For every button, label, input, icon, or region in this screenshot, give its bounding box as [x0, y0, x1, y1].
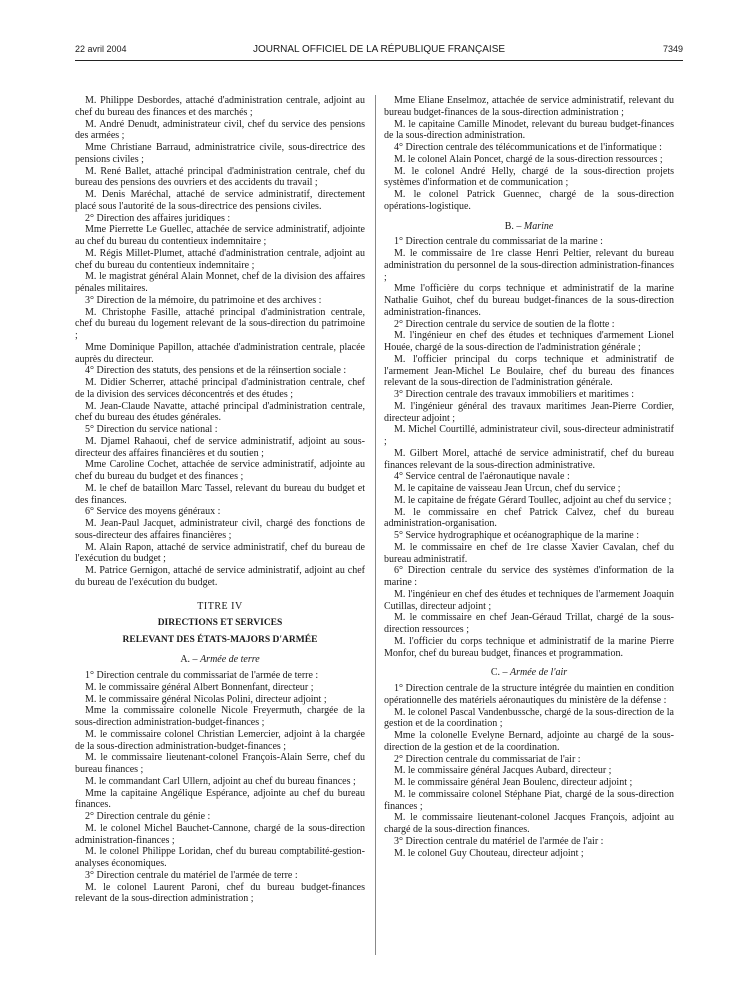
paragraph: Mme Eliane Enselmoz, attachée de service administratif, relevant du bureau budget-finances de la sous-direction administration ; [384, 95, 674, 118]
paragraph: M. le commissaire lieutenant-colonel Jacques François, adjoint au chargé de la sous-direction finances. [384, 812, 674, 835]
paragraph: 4° Direction des statuts, des pensions et de la réinsertion sociale : [85, 365, 347, 377]
section-heading: RELEVANT DES ÉTATS-MAJORS D'ARMÉE [122, 635, 318, 646]
paragraph: 2° Direction centrale du génie : [85, 811, 211, 822]
paragraph: Mme Dominique Papillon, attachée d'administration centrale, placée auprès du directeur. [75, 341, 365, 365]
paragraph: Mme Caroline Cochet, attachée de service administratif, adjointe au chef du bureau du budget et des finances ; [75, 459, 365, 482]
paragraph: 2° Direction centrale du service de soutien de la flotte : [394, 318, 615, 330]
paragraph: M. Jean-Claude Navatte, attaché principal d'administration centrale, chef du bureau des études générales. [75, 400, 365, 424]
paragraph: 1° Direction centrale de la structure intégrée du maintien en condition opérationnelle des matériels aéronautiques du ministère de la défense : [384, 683, 674, 706]
paragraph: M. André Denudt, administrateur civil, chef du service des pensions des armées ; [75, 118, 365, 142]
paragraph: M. le commissaire général Jacques Aubard, directeur ; [394, 765, 612, 777]
paragraph: 3° Direction de la mémoire, du patrimoine et des archives : [85, 294, 322, 306]
paragraph: M. le commissaire général Nicolas Polini, directeur adjoint ; [85, 693, 327, 705]
paragraph: M. le capitaine de vaisseau Jean Urcun, chef du service ; [394, 483, 621, 494]
header-rule [75, 60, 683, 61]
subsection-name: Armée de l'air [510, 667, 568, 679]
paragraph: M. le colonel Michel Bauchet-Cannone, chargé de la sous-direction administration-finances ; [75, 822, 365, 846]
paragraph: M. l'ingénieur en chef des études et techniques de l'armement Joaquin Cutillas, directeur adjoint ; [384, 588, 674, 612]
paragraph: M. l'officier du corps technique et administratif de la marine Pierre Monfor, chef du bureau budget, finances et programmation. [384, 635, 674, 659]
paragraph: M. le capitaine de frégate Gérard Toullec, adjoint au chef du service ; [394, 494, 672, 506]
paragraph: 1° Direction centrale du commissariat de l'armée de terre : [85, 670, 319, 681]
page-header [75, 44, 683, 58]
paragraph: M. le colonel Patrick Guennec, chargé de la sous-direction opérations-logistique. [384, 189, 674, 212]
header-date: 22 avril 2004 [75, 44, 127, 54]
paragraph: M. le chef de bataillon Marc Tassel, relevant du bureau du budget et des finances. [75, 482, 365, 506]
paragraph: Mme la colonelle Evelyne Bernard, adjointe au chargé de la sous-direction de la gestion et de la coordination. [384, 730, 674, 753]
paragraph: M. le commissaire lieutenant-colonel François-Alain Serre, chef du bureau finances ; [75, 752, 365, 775]
paragraph: M. le commissaire de 1re classe Henri Peltier, relevant du bureau administration du personnel de la sous-direction administration-finances ; [384, 248, 674, 283]
paragraph: M. le commissaire colonel Christian Lemercier, adjoint à la chargée de la sous-direction administration-budget-finances ; [75, 728, 365, 752]
paragraph: M. le commandant Carl Ullern, adjoint au chef du bureau finances ; [85, 775, 356, 787]
paragraph: M. le magistrat général Alain Monnet, chef de la division des affaires pénales militaires. [75, 271, 365, 294]
paragraph: 2° Direction centrale du commissariat de l'air : [394, 753, 581, 765]
title-heading: TITRE IV [197, 600, 243, 612]
paragraph: Mme la commissaire colonelle Nicole Freyermuth, chargée de la sous-direction administration-budget-finances ; [75, 705, 365, 728]
paragraph: M. Jean-Paul Jacquet, administrateur civil, chargé des fonctions de sous-directeur des affaires financières ; [75, 518, 365, 541]
paragraph: 4° Service central de l'aéronautique navale : [394, 471, 570, 483]
paragraph: M. Michel Courtillé, administrateur civil, sous-directeur administratif ; [384, 424, 674, 447]
paragraph: M. le commissaire en chef Jean-Géraud Trillat, chargé de la sous-direction ressources ; [384, 612, 674, 635]
page-number: 7349 [662, 44, 683, 54]
paragraph: M. l'officier principal du corps technique et administratif de l'armement Jean-Michel Le Boulaire, chef du bureau des finances relevant de la sous-direction de l'administration générale. [384, 353, 674, 389]
paragraph: 6° Direction centrale du service des systèmes d'information de la marine : [384, 565, 674, 588]
paragraph: Mme la capitaine Angélique Espérance, adjointe au chef du bureau finances. [75, 787, 365, 811]
subsection-heading [75, 654, 365, 666]
paragraph: M. le colonel Alain Poncet, chargé de la sous-direction ressources ; [394, 153, 663, 165]
paragraph: 5° Service hydrographique et océanographique de la marine : [394, 530, 640, 541]
paragraph: M. le colonel André Helly, chargé de la sous-direction projets systèmes d'information et de communication ; [384, 165, 674, 189]
paragraph: M. Djamel Rahaoui, chef de service administratif, adjoint au sous-directeur des affaires financières et du soutien ; [75, 435, 365, 459]
paragraph: M. Gilbert Morel, attaché de service administratif, chef du bureau finances relevant de la sous-direction administrative. [384, 447, 674, 471]
paragraph: M. le colonel Guy Chouteau, directeur adjoint ; [394, 847, 584, 859]
paragraph: M. le colonel Laurent Paroni, chef du bureau budget-finances relevant de la sous-direction administration ; [75, 881, 365, 905]
paragraph: M. le commissaire en chef de 1re classe Xavier Cavalan, chef du bureau administratif. [384, 541, 674, 565]
paragraph: M. le colonel Philippe Loridan, chef du bureau comptabilité-gestion-analyses économiques. [75, 846, 365, 869]
paragraph: 3° Direction centrale du matériel de l'armée de terre : [85, 869, 298, 881]
paragraph: 3° Direction centrale des travaux immobiliers et maritimes : [394, 389, 635, 400]
paragraph: M. Philippe Desbordes, attaché d'administration centrale, adjoint au chef du bureau des finances et des marchés ; [75, 95, 365, 118]
paragraph: 5° Direction du service national : [85, 424, 218, 435]
paragraph: 4° Direction centrale des télécommunications et de l'informatique : [394, 142, 662, 153]
paragraph: 1° Direction centrale du commissariat de la marine : [394, 236, 603, 248]
subsection-name: Marine [523, 220, 554, 232]
paragraph: Mme Christiane Barraud, administratrice civile, sous-directrice des pensions civiles ; [75, 142, 365, 165]
subsection-letter: A. – [180, 654, 201, 666]
paragraph: M. Denis Maréchal, attaché de service administratif, directement placé sous l'autorité de la sous-directrice des pensions civiles. [75, 189, 365, 212]
paragraph: M. l'ingénieur en chef des études et techniques d'armement Lionel Houée, chargé de la sous-direction de l'administration générale ; [384, 330, 674, 353]
paragraph: M. le colonel Pascal Vandenbussche, chargé de la sous-direction de la gestion et de la coordination ; [384, 706, 674, 730]
paragraph: M. le commissaire général Jean Boulenc, directeur adjoint ; [394, 777, 633, 788]
paragraph: M. le commissaire en chef Patrick Calvez, chef du bureau administration-organisation. [384, 506, 674, 530]
paragraph: M. le commissaire général Albert Bonnenfant, directeur ; [85, 681, 314, 693]
subsection-name: Armée de terre [200, 654, 260, 666]
subsection-heading [384, 221, 674, 233]
subsection-letter: C. – [490, 667, 511, 679]
section-heading: DIRECTIONS ET SERVICES [157, 618, 283, 629]
paragraph: 6° Service des moyens généraux : [85, 506, 221, 518]
paragraph: 2° Direction des affaires juridiques : [85, 212, 231, 224]
paragraph: Mme l'officière du corps technique et administratif de la marine Nathalie Guihot, chef du bureau budget-finances de la sous-direction administration-finances. [384, 283, 674, 318]
column-divider [375, 95, 376, 955]
subsection-letter: B. – [504, 220, 524, 232]
paragraph: M. René Ballet, attaché principal d'administration centrale, chef du bureau des pensions des ouvriers et des accidents du travail ; [75, 165, 365, 189]
paragraph: M. Alain Rapon, attaché de service administratif, chef du bureau de l'exécution du budget ; [75, 541, 365, 565]
right-column [384, 95, 674, 859]
subsection-heading [384, 667, 674, 679]
journal-title: JOURNAL OFFICIEL DE LA RÉPUBLIQUE FRANÇAISE [252, 44, 506, 55]
paragraph: M. le capitaine Camille Minodet, relevant du bureau budget-finances de la sous-direction administration. [384, 118, 674, 142]
paragraph: 3° Direction centrale du matériel de l'armée de l'air : [394, 835, 604, 847]
left-column [75, 95, 365, 905]
paragraph: Mme Pierrette Le Guellec, attachée de service administratif, adjointe au chef du bureau du contentieux indemnitaire ; [75, 224, 365, 247]
paragraph: M. Christophe Fasille, attaché principal d'administration centrale, chef du bureau du logement relevant de la sous-direction du patrimoine ; [75, 306, 365, 341]
paragraph: M. Patrice Gernigon, attaché de service administratif, adjoint au chef du bureau de l'exécution du budget. [75, 565, 365, 588]
paragraph: M. le commissaire colonel Stéphane Piat, chargé de la sous-direction finances ; [384, 788, 674, 812]
paragraph: M. Régis Millet-Plumet, attaché d'administration centrale, adjoint au chef du bureau du contentieux indemnitaire ; [75, 247, 365, 271]
paragraph: M. l'ingénieur général des travaux maritimes Jean-Pierre Cordier, directeur adjoint ; [384, 400, 674, 424]
paragraph: M. Didier Scherrer, attaché principal d'administration centrale, chef de la division des services déconcentrés et des études ; [75, 377, 365, 400]
